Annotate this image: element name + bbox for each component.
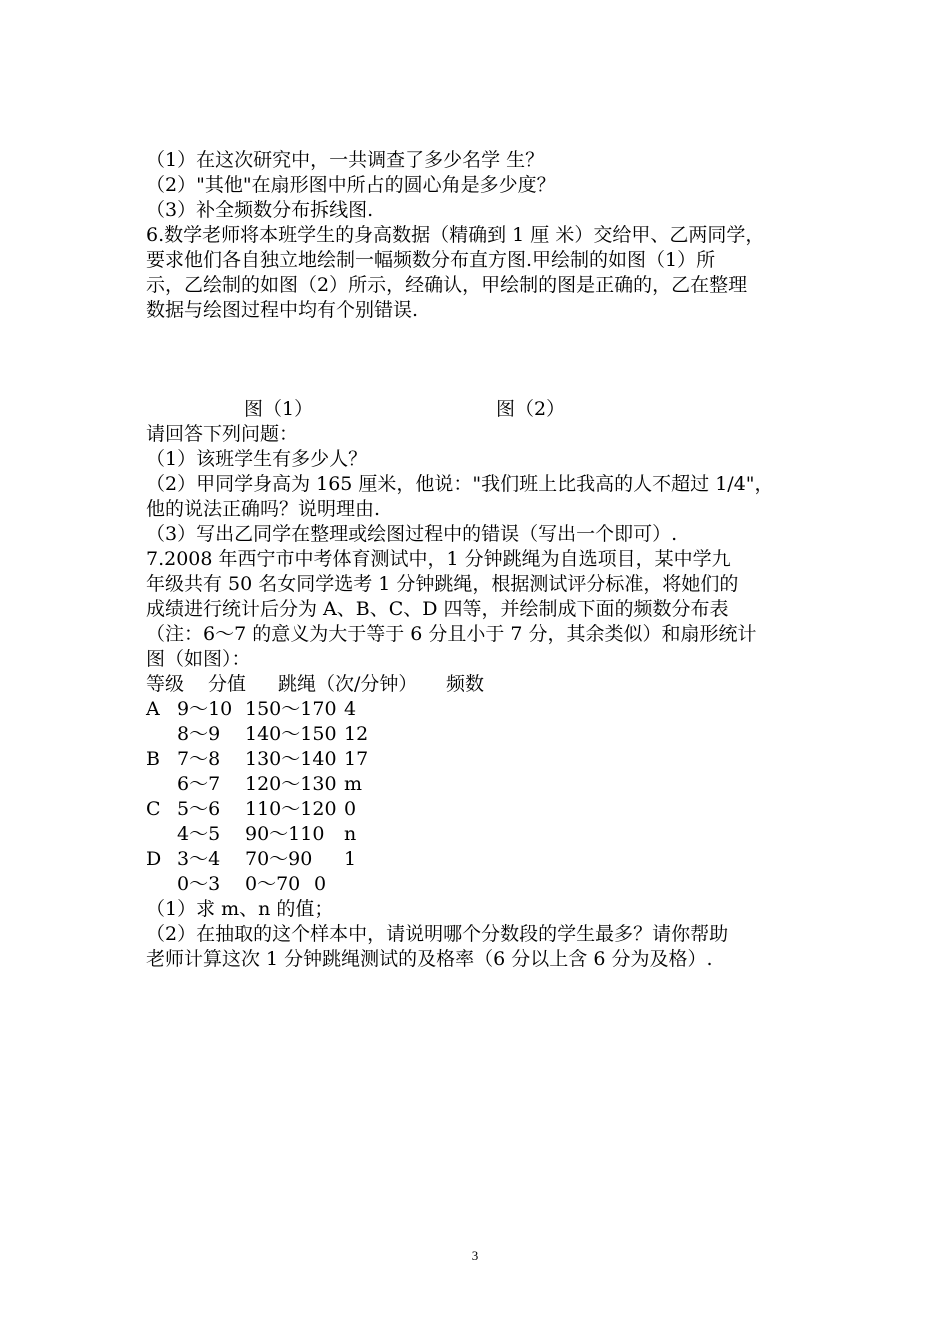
cell-score: 9～10 xyxy=(177,698,233,720)
q6-line-2: 要求他们各自独立地绘制一幅频数分布直方图.甲绘制的如图（1）所 xyxy=(146,249,716,271)
cell-score: 0～3 xyxy=(177,873,221,895)
header-rope: 跳绳（次/分钟） xyxy=(278,673,418,695)
q7-line-2: 年级共有 50 名女同学选考 1 分钟跳绳，根据测试评分标准，将她们的 xyxy=(146,573,739,595)
header-grade: 等级 xyxy=(146,673,185,695)
header-freq: 频数 xyxy=(446,673,485,695)
cell-grade: C xyxy=(146,798,161,820)
cell-score: 4～5 xyxy=(177,823,221,845)
cell-freq: 1 xyxy=(344,848,357,870)
q5-part-1: （1）在这次研究中，一共调查了多少名学 生？ xyxy=(146,149,545,171)
q7-line-4: （注：6～7 的意义为大于等于 6 分且小于 7 分，其余类似）和扇形统计 xyxy=(146,623,757,645)
q7-part-2: （2）在抽取的这个样本中，请说明哪个分数段的学生最多？请你帮助 xyxy=(146,923,729,945)
header-score: 分值 xyxy=(208,673,247,695)
cell-score: 6～7 xyxy=(177,773,221,795)
cell-grade: A xyxy=(146,698,160,720)
cell-rope: 140～150 xyxy=(245,723,337,745)
figure-2-caption: 图（2） xyxy=(496,398,566,420)
cell-freq: 0 xyxy=(344,798,357,820)
cell-rope: 110～120 xyxy=(245,798,337,820)
q6-part-2: （2）甲同学身高为 165 厘米，他说："我们班上比我高的人不超过 1/4"， xyxy=(146,473,774,495)
q6-part-3: （3）写出乙同学在整理或绘图过程中的错误（写出一个即可）. xyxy=(146,523,678,545)
cell-score: 8～9 xyxy=(177,723,221,745)
q6-line-3: 示，乙绘制的如图（2）所示，经确认，甲绘制的图是正确的，乙在整理 xyxy=(146,274,748,296)
cell-freq: 0 xyxy=(314,873,327,895)
cell-rope: 150～170 xyxy=(245,698,337,720)
cell-rope: 120～130 xyxy=(245,773,337,795)
frequency-table-header xyxy=(146,672,546,697)
figure-1-caption: 图（1） xyxy=(244,398,314,420)
q6-prompt: 请回答下列问题： xyxy=(146,423,299,445)
cell-rope: 90～110 xyxy=(245,823,325,845)
cell-freq: 17 xyxy=(344,748,369,770)
cell-score: 7～8 xyxy=(177,748,221,770)
table-row xyxy=(146,822,406,847)
q6-line-1: 6.数学老师将本班学生的身高数据（精确到 1 厘 米）交给甲、乙两同学， xyxy=(146,224,765,246)
q7-line-5: 图（如图）： xyxy=(146,648,251,670)
table-row xyxy=(146,872,406,897)
q6-part-2-cont: 他的说法正确吗？说明理由. xyxy=(146,498,381,520)
cell-rope: 70～90 xyxy=(245,848,313,870)
q7-line-3: 成绩进行统计后分为 A、B、C、D 四等，并绘制成下面的频数分布表 xyxy=(146,598,729,620)
cell-freq: m xyxy=(344,773,363,795)
cell-score: 5～6 xyxy=(177,798,221,820)
cell-freq: 4 xyxy=(344,698,357,720)
q7-part-1: （1）求 m、n 的值； xyxy=(146,898,334,920)
page-number: 3 xyxy=(471,1248,479,1263)
cell-rope: 0～70 xyxy=(245,873,301,895)
cell-rope: 130～140 xyxy=(245,748,337,770)
cell-grade: B xyxy=(146,748,160,770)
table-row xyxy=(146,697,406,722)
table-row xyxy=(146,797,406,822)
table-row xyxy=(146,847,406,872)
cell-freq: 12 xyxy=(344,723,369,745)
q5-part-3: （3）补全频数分布拆线图. xyxy=(146,199,374,221)
q5-part-2: （2）"其他"在扇形图中所占的圆心角是多少度？ xyxy=(146,174,556,196)
q6-part-1: （1）该班学生有多少人？ xyxy=(146,448,368,470)
table-row xyxy=(146,747,406,772)
q6-line-4: 数据与绘图过程中均有个别错误. xyxy=(146,299,419,321)
cell-grade: D xyxy=(146,848,162,870)
cell-freq: n xyxy=(344,823,357,845)
q7-line-1: 7.2008 年西宁市中考体育测试中，1 分钟跳绳为自选项目，某中学九 xyxy=(146,548,731,570)
table-row xyxy=(146,722,406,747)
q7-part-2-cont: 老师计算这次 1 分钟跳绳测试的及格率（6 分以上含 6 分为及格）. xyxy=(146,948,713,970)
table-row xyxy=(146,772,406,797)
cell-score: 3～4 xyxy=(177,848,221,870)
